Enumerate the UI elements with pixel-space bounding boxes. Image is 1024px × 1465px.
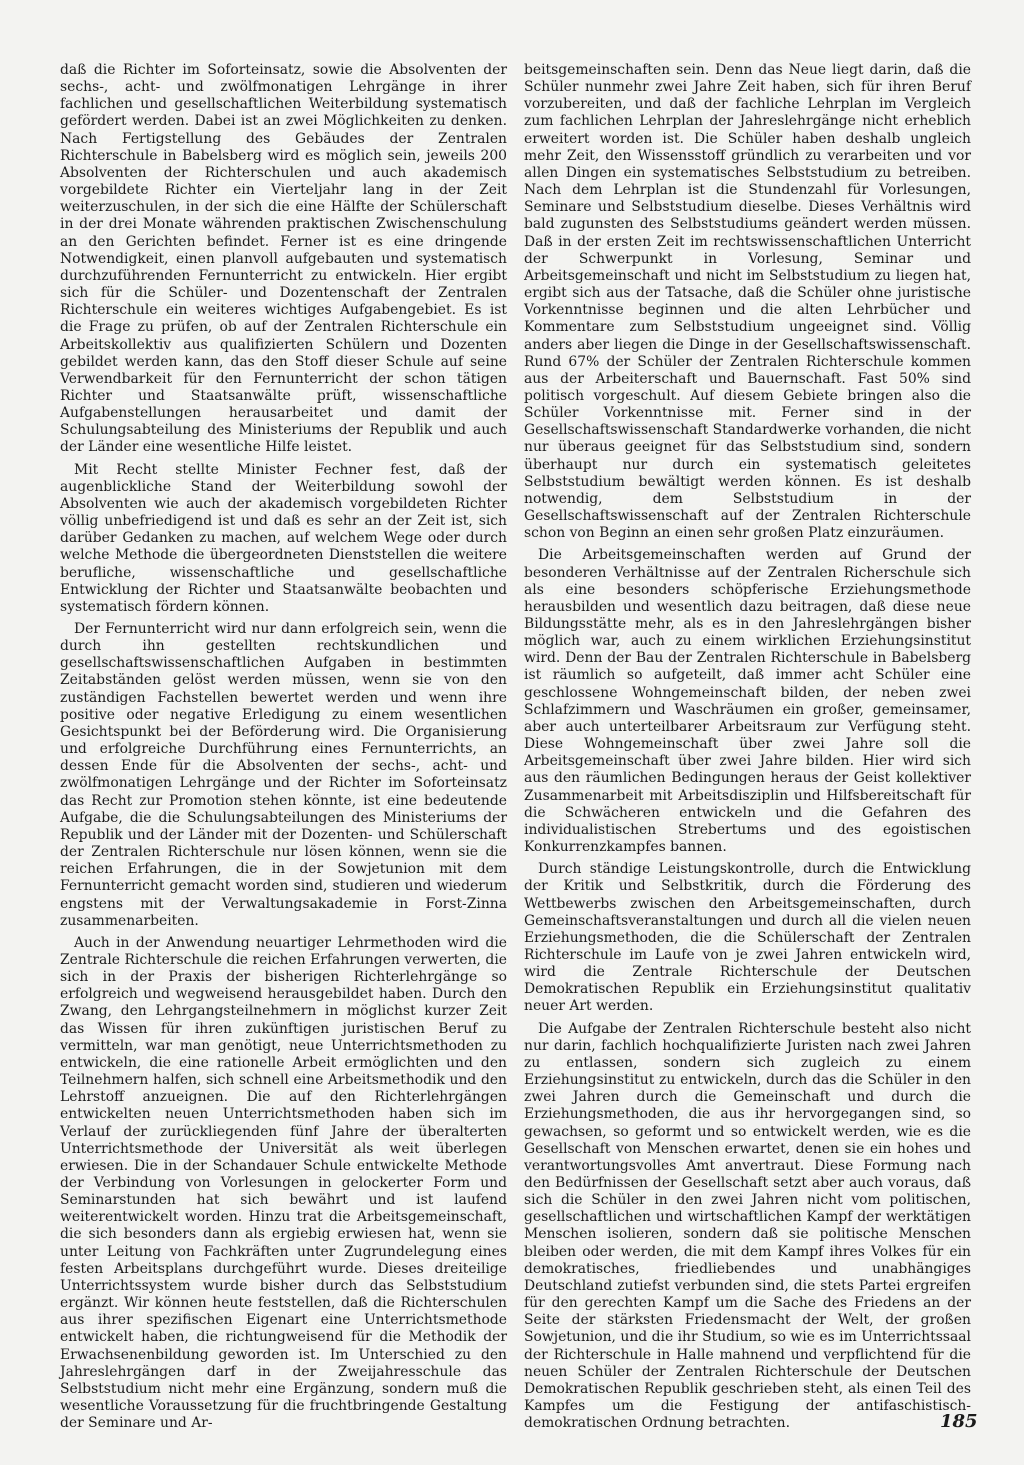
left-text-column <box>60 62 507 1437</box>
paragraph: Durch ständige Leistungskontrolle, durch die Entwicklung der Kritik und Selbstkritik, durch die Förderung des Wettbewerbs zwischen den Arbeitsgemeinschaften, durch Gemeinschaftsveranstaltungen und durch all die vielen neuen Erziehungsmethoden, die die Schülerschaft der Zentralen Richterschule im Laufe von je zwei Jahren entwickeln wird, wird die Zentrale Richterschule der Deutschen Demokratischen Republik ein Erziehungsinstitut qualitativ neuer Art werden. <box>524 861 971 1015</box>
paragraph: daß die Richter im Soforteinsatz, sowie die Absolventen der sechs-, acht- und zwölfmonatigen Lehrgänge in ihrer fachlichen und gesellschaftlichen Weiterbildung systematisch gefördert werden. Dabei ist an zwei Möglichkeiten zu denken. Nach Fertigstellung des Gebäudes der Zentralen Richterschule in Babelsberg wird es möglich sein, jeweils 200 Absolventen der Richterschulen und auch akademisch vorgebildete Richter ein Vierteljahr lang in der Zeit weiterzuschulen, in der sich die eine Hälfte der Schülerschaft in der drei Monate währenden praktischen Zwischenschulung an den Gerichten befindet. Ferner ist es eine dringende Notwendigkeit, einen planvoll aufgebauten und systematisch durchzuführenden Fernunterricht zu entwickeln. Hier ergibt sich für die Schüler- und Dozentenschaft der Zentralen Richterschule ein weiteres wichtiges Aufgabengebiet. Es ist die Frage zu prüfen, ob auf der Zentralen Richterschule ein Arbeitskollektiv aus qualifizierten Schülern und Dozenten gebildet werden kann, das den Stoff dieser Schule auf seine Verwendbarkeit für den Fernunterricht der schon tätigen Richter und Staatsanwälte prüft, wissenschaftliche Aufgabenstellungen herausarbeitet und damit der Schulungsabteilung des Ministeriums der Republik und auch der Länder eine wesentliche Hilfe leistet. <box>60 62 507 456</box>
paragraph: beitsgemeinschaften sein. Denn das Neue liegt darin, daß die Schüler nunmehr zwei Jahre Zeit haben, sich für ihren Beruf vorzubereiten, und daß der fachliche Lehrplan im Vergleich zum fachlichen Lehrplan der Jahreslehrgänge nicht erheblich erweitert worden ist. Die Schüler haben deshalb ungleich mehr Zeit, den Wissensstoff gründlich zu verarbeiten und vor allen Dingen ein systematisches Selbststudium zu betreiben. Nach dem Lehrplan ist die Stundenzahl für Vorlesungen, Seminare und Selbststudium dieselbe. Dieses Verhältnis wird bald zugunsten des Selbststudiums geändert werden müssen. Daß in der ersten Zeit im rechtswissenschaftlichen Unterricht der Schwerpunkt in Vorlesung, Seminar und Arbeitsgemeinschaft und nicht im Selbststudium zu liegen hat, ergibt sich aus der Tatsache, daß die Schüler ohne juristische Vorkenntnisse beginnen und die alten Lehrbücher und Kommentare zum Selbststudium ungeeignet sind. Völlig anders aber liegen die Dinge in der Gesellschaftswissenschaft. Rund 67% der Schüler der Zentralen Richterschule kommen aus der Arbeiterschaft und Bauernschaft. Fast 50% sind politisch vorgeschult. Auf diesem Gebiete bringen also die Schüler Vorkenntnisse mit. Ferner sind in der Gesellschaftswissenschaft Standardwerke vorhanden, die nicht nur überaus geeignet für das Selbststudium sind, sondern überhaupt nur durch ein systematisch geleitetes Selbststudium bewältigt werden können. Es ist deshalb notwendig, dem Selbststudium in der Gesellschaftswissenschaft auf der Zentralen Richterschule schon von Beginn an einen sehr großen Platz einzuräumen. <box>524 62 971 542</box>
paragraph: Der Fernunterricht wird nur dann erfolgreich sein, wenn die durch ihn gestellten rechtskundlichen und gesellschaftswissenschaftlichen Aufgaben in bestimmten Zeitabständen gelöst werden müssen, wenn sie von den zuständigen Fachstellen bewertet werden und wenn ihre positive oder negative Erledigung zu einem wesentlichen Gesichtspunkt bei der Beförderung wird. Die Organisierung und erfolgreiche Durchführung eines Fernunterrichts, an dessen Ende für die Absolventen der sechs-, acht- und zwölfmonatigen Lehrgänge und der Richter im Soforteinsatz das Recht zur Promotion stehen könnte, ist eine bedeutende Aufgabe, die die Schulungsabteilungen des Ministeriums der Republik und der Länder mit der Dozenten- und Schülerschaft der Zentralen Richterschule nur lösen können, wenn sie die reichen Erfahrungen, die in der Sowjetunion mit dem Fernunterricht gemacht worden sind, studieren und wiederum engstens mit der Verwaltungsakademie in Forst-Zinna zusammenarbeiten. <box>60 621 507 929</box>
page-number: 185 <box>940 1411 978 1432</box>
paragraph: Auch in der Anwendung neuartiger Lehrmethoden wird die Zentrale Richterschule die reichen Erfahrungen verwerten, die sich in der Praxis der bisherigen Richterlehrgänge so erfolgreich und wegweisend herausgebildet haben. Durch den Zwang, den Lehrgangsteilnehmern in möglichst kurzer Zeit das Wissen für ihren zukünftigen juristischen Beruf zu vermitteln, war man genötigt, neue Unterrichtsmethoden zu entwickeln, die eine rationelle Arbeit ermöglichten und den Teilnehmern halfen, sich schnell eine Arbeitsmethodik und den Lehrstoff anzueignen. Die auf den Richterlehrgängen entwickelten neuen Unterrichtsmethoden haben sich im Verlauf der zurückliegenden fünf Jahre der überalterten Unterrichtsmethode der Universität als weit überlegen erwiesen. Die in der Schandauer Schule entwickelte Methode der Verbindung von Vorlesungen in gelockerter Form und Seminarstunden hat sich bewährt und ist laufend weiterentwickelt worden. Hinzu trat die Arbeitsgemeinschaft, die sich besonders dann als ergiebig erwiesen hat, wenn sie unter Leitung von Fachkräften unter Zugrundelegung eines festen Arbeitsplans durchgeführt wurde. Dieses dreiteilige Unterrichtssystem wurde bisher durch das Selbststudium ergänzt. Wir können heute feststellen, daß die Richterschulen aus ihrer spezifischen Eigenart eine Unterrichtsmethode entwickelt haben, die richtungweisend für die Methodik der Erwachsenenbildung geworden ist. Im Unterschied zu den Jahreslehrgängen darf in der Zweijahresschule das Selbststudium nicht mehr eine Ergänzung, sondern muß die wesentliche Voraussetzung für die fruchtbringende Gestaltung der Seminare und Ar- <box>60 934 507 1432</box>
paragraph: Die Aufgabe der Zentralen Richterschule besteht also nicht nur darin, fachlich hochqualifizierte Juristen nach zwei Jahren zu entlassen, sondern sich zugleich zu einem Erziehungsinstitut zu entwickeln, durch das die Schüler in den zwei Jahren durch die Gemeinschaft und durch die Erziehungsmethoden, die aus ihr hervorgegangen sind, so gewachsen, so geformt und so entwickelt werden, wie es die Gesellschaft von Menschen erwartet, denen sie ein hohes und verantwortungsvolles Amt anvertraut. Diese Formung nach den Bedürfnissen der Gesellschaft setzt aber auch voraus, daß sich die Schüler in den zwei Jahren nicht vom politischen, gesellschaftlichen und wirtschaftlichen Kampf der werktätigen Menschen isolieren, sondern daß sie politische Menschen bleiben oder werden, die mit dem Kampf ihres Volkes für ein demokratisches, friedliebendes und unabhängiges Deutschland zutiefst verbunden sind, die stets Partei ergreifen für den gerechten Kampf um die Sache des Friedens an der Seite der stärksten Friedensmacht der Welt, der großen Sowjetunion, und die ihr Studium, so wie es im Unterrichtssaal der Richterschule in Halle mahnend und verpflichtend für die neuen Schüler der Zentralen Richterschule der Deutschen Demokratischen Republik geschrieben steht, als einen Teil des Kampfes um die Festigung der antifaschistisch-demokratischen Ordnung betrachten. <box>524 1020 971 1432</box>
paragraph: Die Arbeitsgemeinschaften werden auf Grund der besonderen Verhältnisse auf der Zentralen Richerschule sich als eine besonders schöpferische Erziehungsmethode herausbilden und wesentlich dazu beitragen, daß diese neue Bildungsstätte mehr, als es in den Jahreslehrgängen bisher möglich war, auch zu einem wirklichen Erziehungsinstitut wird. Denn der Bau der Zentralen Richterschule in Babelsberg ist räumlich so aufgeteilt, daß immer acht Schüler eine geschlossene Wohngemeinschaft bilden, der neben zwei Schlafzimmern und Waschräumen ein großer, gemeinsamer, aber auch unterteilbarer Arbeitsraum zur Verfügung steht. Diese Wohngemeinschaft über zwei Jahre soll die Arbeitsgemeinschaft über zwei Jahre bilden. Hier wird sich aus den räumlichen Bedingungen heraus der Geist kollektiver Zusammenarbeit mit Arbeitsdisziplin und Hilfsbereitschaft für die Schwächeren entwickeln und die Gefahren des individualistischen Strebertums und des egoistischen Konkurrenzkampfes bannen. <box>524 547 971 856</box>
paragraph: Mit Recht stellte Minister Fechner fest, daß der augenblickliche Stand der Weiterbildung sowohl der Absolventen wie auch der akademisch vorgebildeten Richter völlig unbefriedigend ist und daß es sehr an der Zeit ist, sich darüber Gedanken zu machen, auf welchem Wege oder durch welche Methode die übergeordneten Dienststellen die weitere berufliche, wissenschaftliche und gesellschaftliche Entwicklung der Richter und Staatsanwälte beobachten und systematisch fördern können. <box>60 461 507 615</box>
right-text-column <box>524 62 971 1437</box>
